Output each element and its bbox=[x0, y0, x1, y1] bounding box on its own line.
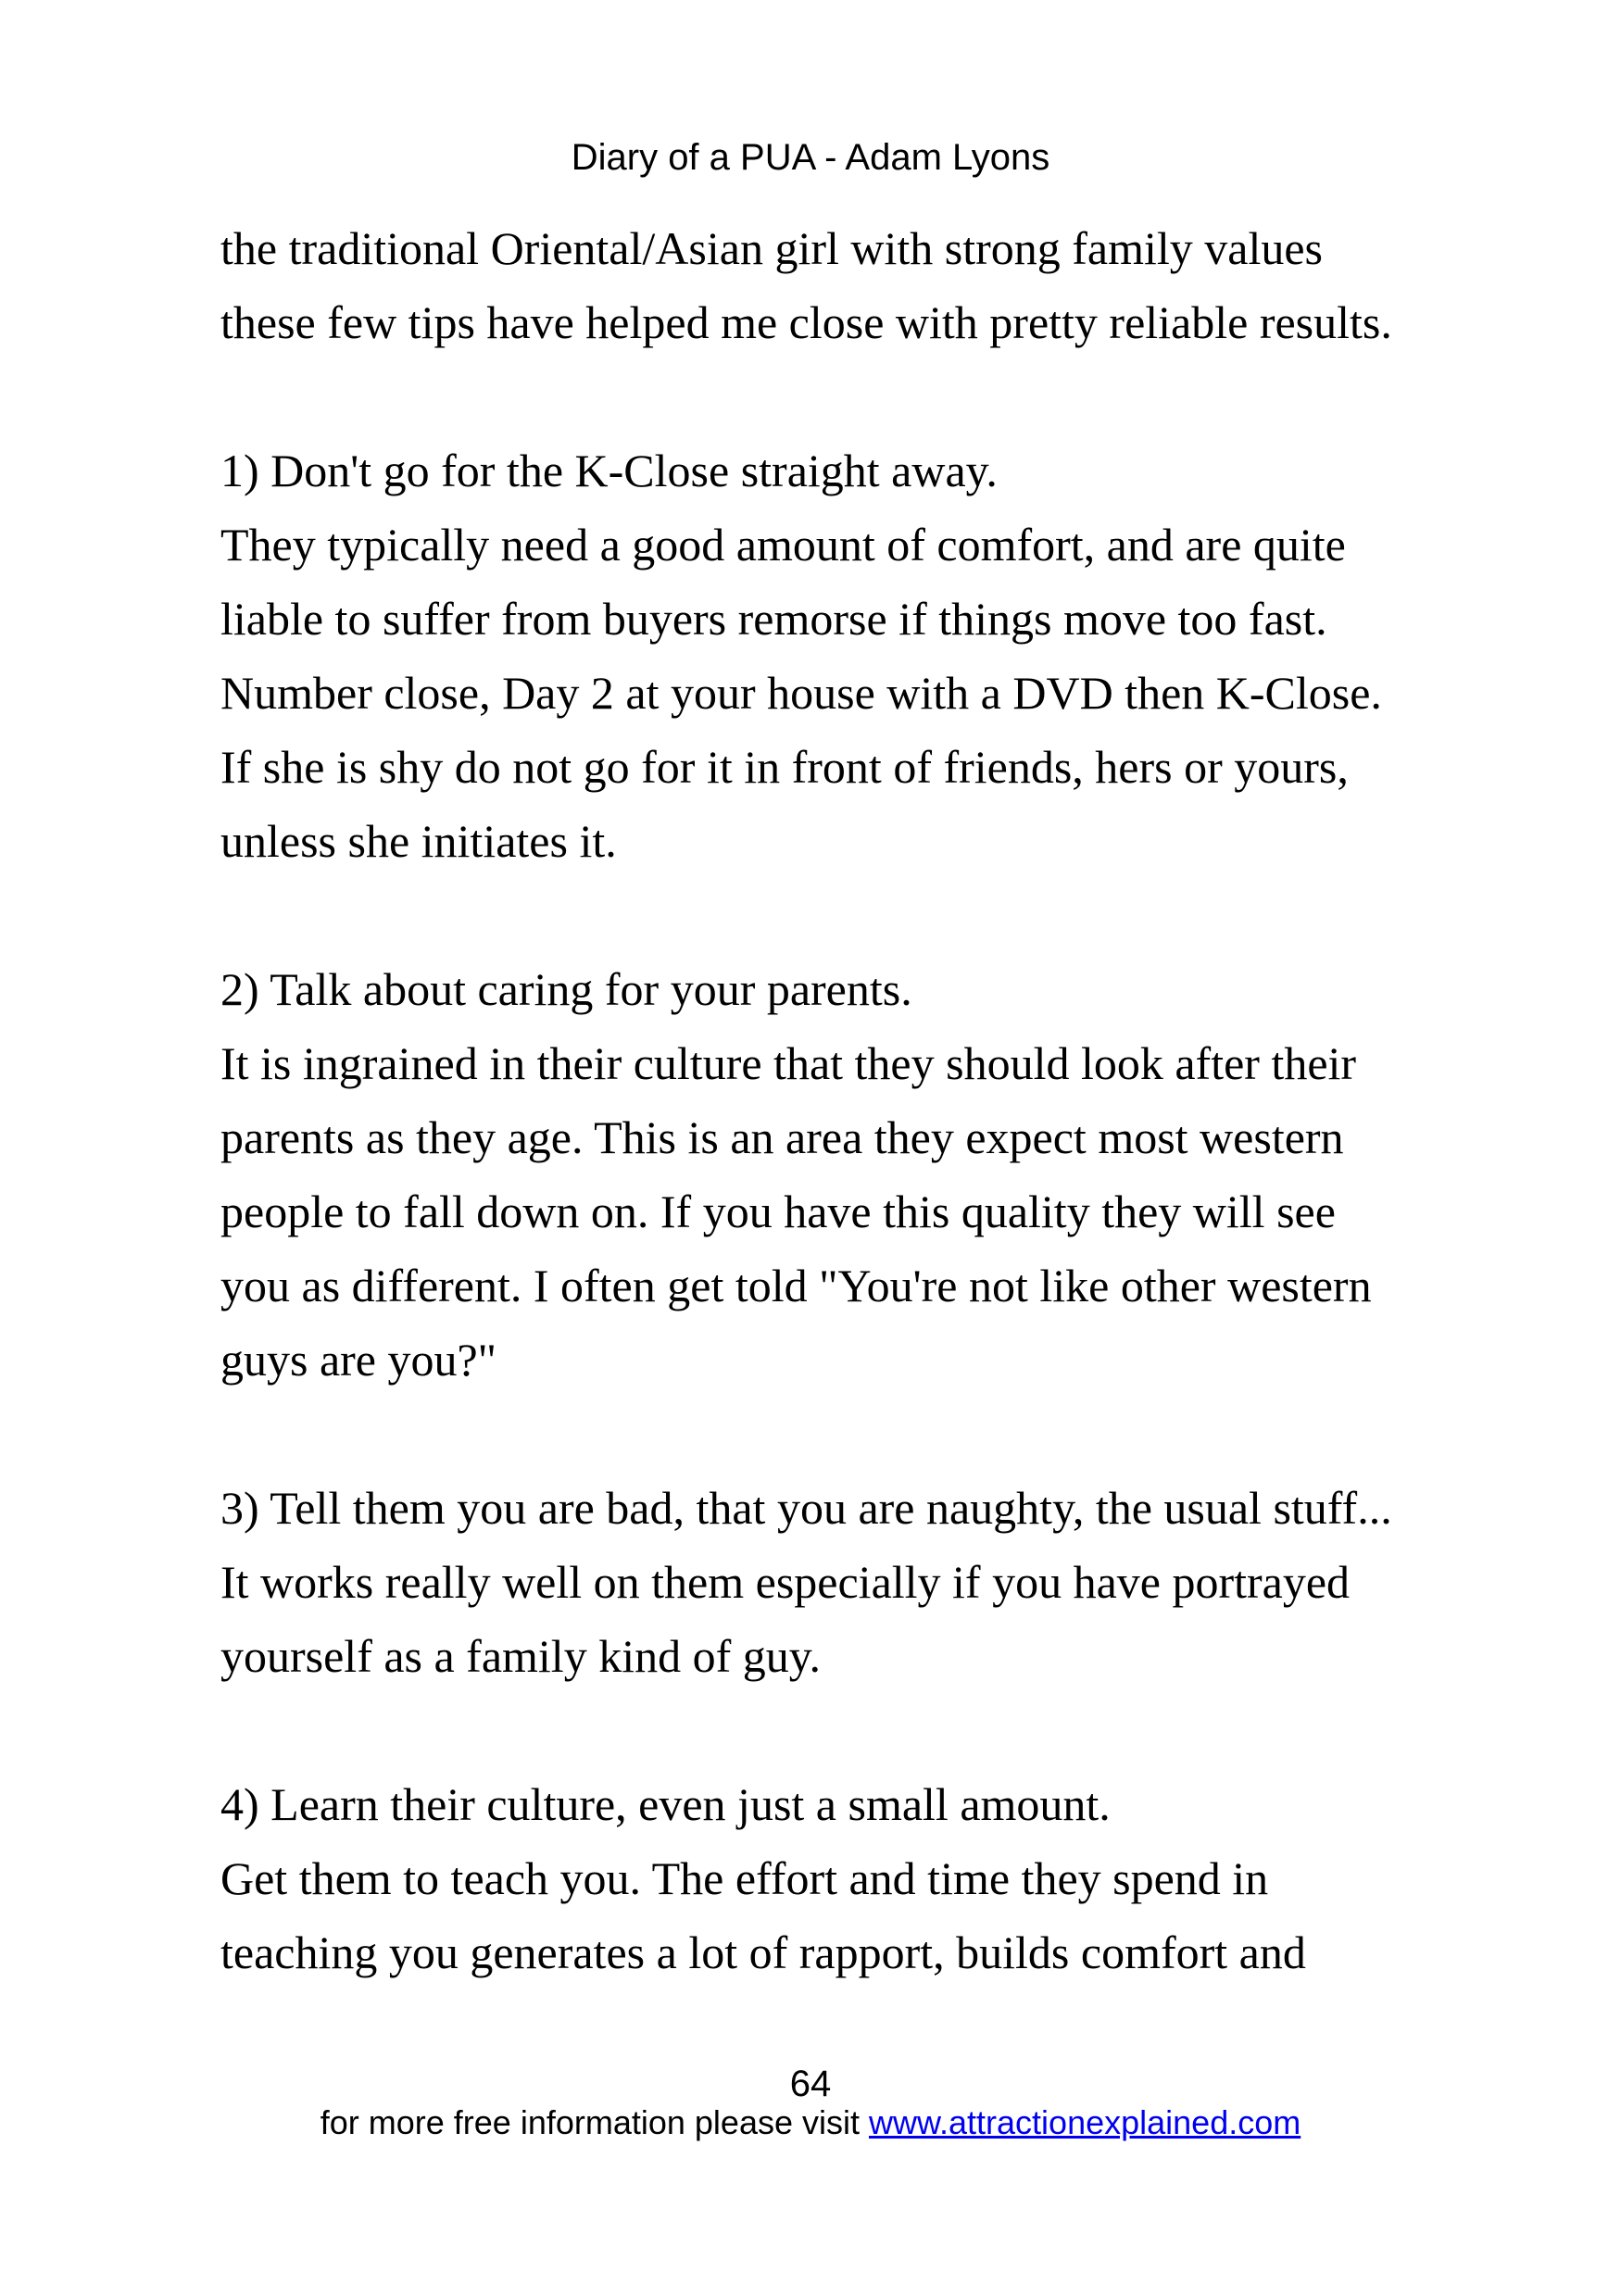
body-line: It works really well on them especially if you have portrayed bbox=[220, 1556, 1351, 1608]
tip-heading-2: 2) Talk about caring for your parents. bbox=[220, 963, 912, 1015]
tip-heading-1: 1) Don't go for the K-Close straight away. bbox=[220, 445, 998, 496]
tip-heading-4: 4) Learn their culture, even just a small amount. bbox=[220, 1778, 1111, 1830]
body-line: parents as they age. This is an area they expect most western bbox=[220, 1111, 1344, 1163]
page-footer bbox=[0, 2102, 1621, 2143]
body-line: If she is shy do not go for it in front of friends, hers or yours, bbox=[220, 741, 1349, 793]
body-line: you as different. I often get told "You're not like other western bbox=[220, 1260, 1372, 1311]
body-line: Number close, Day 2 at your house with a DVD then K-Close. bbox=[220, 667, 1382, 719]
body-line: Get them to teach you. The effort and time they spend in bbox=[220, 1852, 1269, 1904]
page-header-title: Diary of a PUA - Adam Lyons bbox=[571, 137, 1050, 178]
body-line: yourself as a family kind of guy. bbox=[220, 1630, 821, 1682]
tip-heading-3: 3) Tell them you are bad, that you are naughty, the usual stuff... bbox=[220, 1482, 1392, 1534]
body-line: teaching you generates a lot of rapport, builds comfort and bbox=[220, 1926, 1306, 1978]
body-line: people to fall down on. If you have this quality they will see bbox=[220, 1186, 1336, 1237]
body-line: They typically need a good amount of comfort, and are quite bbox=[220, 519, 1346, 571]
body-line: liable to suffer from buyers remorse if things move too fast. bbox=[220, 593, 1327, 645]
footer-text: for more free information please visit bbox=[320, 2103, 869, 2141]
body-line: unless she initiates it. bbox=[220, 815, 617, 867]
body-line: It is ingrained in their culture that they should look after their bbox=[220, 1037, 1357, 1089]
body-line: these few tips have helped me close with pretty reliable results. bbox=[220, 296, 1392, 348]
body-line: guys are you?" bbox=[220, 1334, 497, 1386]
page-number: 64 bbox=[789, 2064, 832, 2104]
body-line: the traditional Oriental/Asian girl with strong family values bbox=[220, 222, 1324, 274]
footer-website-link[interactable]: www.attractionexplained.com bbox=[869, 2103, 1301, 2141]
